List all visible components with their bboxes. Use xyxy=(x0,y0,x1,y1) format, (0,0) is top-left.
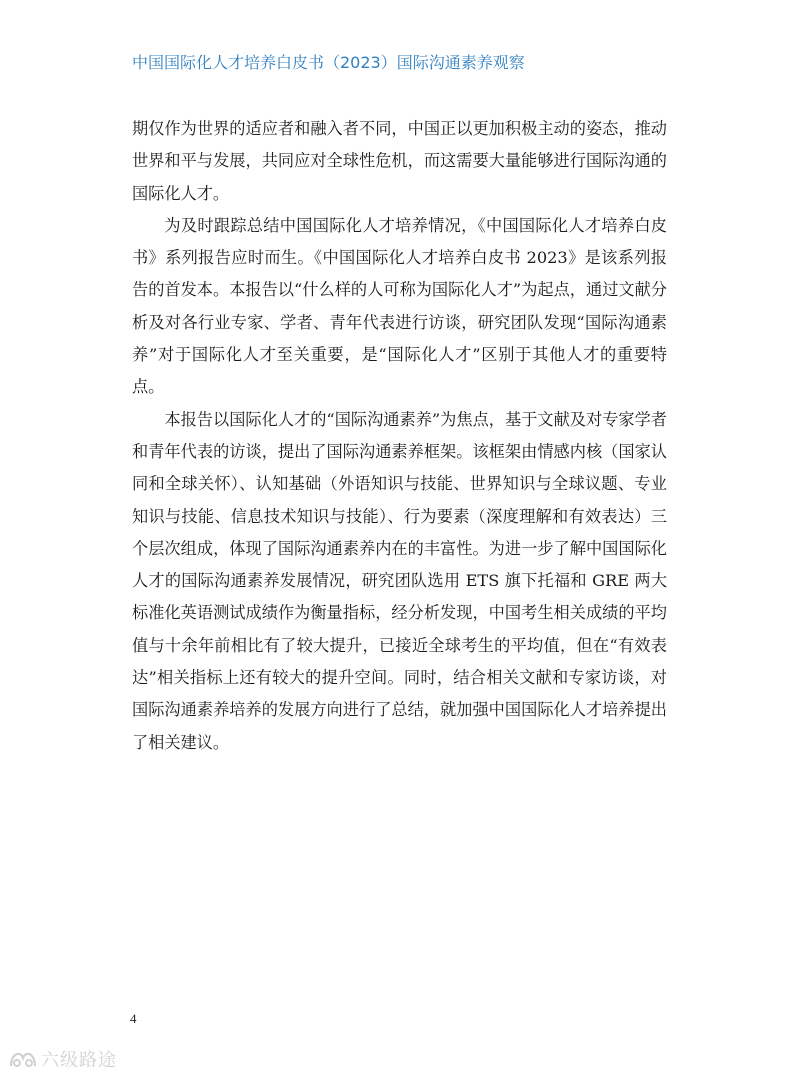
body-text xyxy=(132,113,667,759)
paragraph-3: 本报告以国际化人才的“国际沟通素养”为焦点，基于文献及对专家学者和青年代表的访谈，提出了国际沟通素养框架。该框架由情感内核（国家认同和全球关怀）、认知基础（外语知识与技能、世界知识与全球议题、专业知识与技能、信息技术知识与技能）、行为要素（深度理解和有效表达）三个层次组成，体现了国际沟通素养内在的丰富性。为进一步了解中国国际化人才的国际沟通素养发展情况，研究团队选用 ETS 旗下托福和 GRE 两大标准化英语测试成绩作为衡量指标，经分析发现，中国考生相关成绩的平均值与十余年前相比有了较大提升，已接近全球考生的平均值，但在“有效表达”相关指标上还有较大的提升空间。同时，结合相关文献和专家访谈，对国际沟通素养培养的发展方向进行了总结，就加强中国国际化人才培养提出了相关建议。 xyxy=(132,409,667,752)
watermark xyxy=(8,1046,117,1072)
page-number: 4 xyxy=(130,1011,137,1026)
watermark-text: 六级路途 xyxy=(41,1050,117,1071)
running-header: 中国国际化人才培养白皮书（2023）国际沟通素养观察 xyxy=(132,53,525,72)
paragraph-2: 为及时跟踪总结中国国际化人才培养情况，《中国国际化人才培养白皮书》系列报告应时而生。《中国国际化人才培养白皮书 2023》是该系列报告的首发本。本报告以“什么样的人可称为国际化人才”为起点，通过文献分析及对各行业专家、学者、青年代表进行访谈，研究团队发现“国际沟通素养”对于国际化人才至关重要，是“国际化人才”区别于其他人才的重要特点。 xyxy=(132,215,667,397)
paragraph-1: 期仅作为世界的适应者和融入者不同，中国正以更加积极主动的姿态，推动世界和平与发展，共同应对全球性危机，而这需要大量能够进行国际沟通的国际化人才。 xyxy=(132,119,667,203)
lingo-logo-icon xyxy=(8,1048,38,1070)
